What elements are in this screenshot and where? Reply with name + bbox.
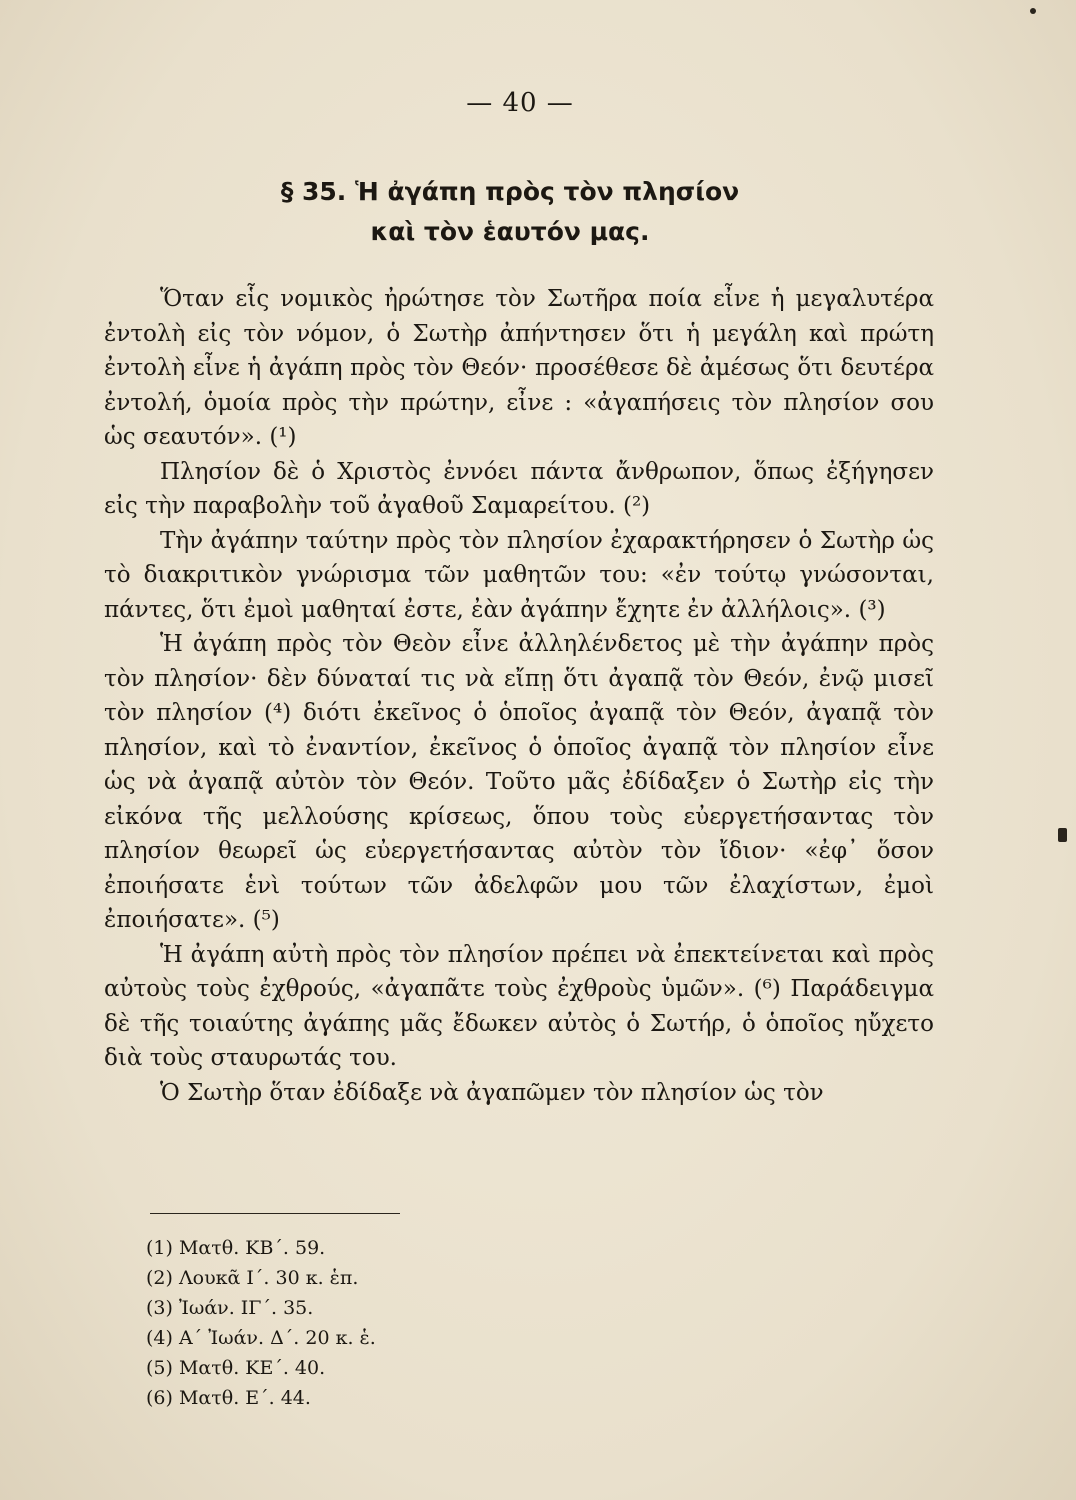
footnote-ref-5: (⁵)	[252, 907, 280, 933]
footnote-item: (3) Ἰωάν. ΙΓ΄. 35.	[146, 1297, 314, 1319]
paragraph-5	[104, 938, 934, 1076]
footnote-ref-6: (⁶)	[753, 976, 781, 1002]
ink-speck	[1030, 8, 1036, 14]
heading-line-1: § 35. Ἡ ἀγάπη πρὸς τὸν πλησίον	[280, 177, 740, 206]
footnote-item: (4) Α΄ Ἰωάν. Δ΄. 20 κ. ἑ.	[146, 1327, 376, 1349]
section-heading	[150, 172, 870, 252]
paragraph-5-text-b: Παράδειγμα δὲ τῆς τοιαύτης ἀγάπης μᾶς ἔδωκεν αὐτὸς ὁ Σωτήρ, ὁ ὁποῖος ηὔχετο διὰ τοὺς σταυρωτάς του.	[104, 976, 934, 1071]
paragraph-3	[104, 524, 934, 628]
paragraph-4-text-b: διότι ἐκεῖνος ὁ ὁποῖος ἀγαπᾷ τὸν Θεόν, ἀγαπᾷ τὸν πλησίον, καὶ τὸ ἐναντίον, ἐκεῖνος ὁ ὁποῖος ἀγαπᾷ τὸν πλησίον εἶνε ὡς νὰ ἀγαπᾷ αὐτὸν τὸν Θεόν. Τοῦτο μᾶς ἐδίδαξεν ὁ Σωτὴρ εἰς τὴν εἰκόνα τῆς μελλούσης κρίσεως, ὅπου τοὺς εὐεργετήσαντας τὸν πλησίον θεωρεῖ ὡς εὐεργετήσαντας αὐτὸν τὸν ἴδιον· «ἐφ᾽ ὅσον ἐποιήσατε ἑνὶ τούτων τῶν ἀδελφῶν μου τῶν ἐλαχίστων, ἐμοὶ ἐποιήσατε».	[104, 700, 934, 933]
paragraph-6	[104, 1076, 934, 1111]
paragraph-2-text: Πλησίον δὲ ὁ Χριστὸς ἐννόει πάντα ἄνθρωπον, ὅπως ἐξήγησεν εἰς τὴν παραβολὴν τοῦ ἀγαθοῦ Σαμαρείτου.	[104, 458, 934, 519]
paragraph-2	[104, 455, 934, 524]
ink-speck	[1058, 828, 1067, 842]
footnote-ref-4: (⁴)	[264, 700, 292, 726]
footnote-ref-2: (²)	[622, 493, 651, 519]
footnotes-list	[146, 1233, 646, 1413]
heading-line-2: καὶ τὸν ἑαυτόν μας.	[370, 217, 650, 246]
footnote-item: (1) Ματθ. ΚΒ΄. 59.	[146, 1237, 326, 1259]
paragraph-4	[104, 627, 934, 938]
page-number: — 40 —	[466, 88, 574, 118]
paragraph-5-text: Ἡ ἀγάπη αὐτὴ πρὸς τὸν πλησίον πρέπει νὰ ἐπεκτείνεται καὶ πρὸς αὐτοὺς τοὺς ἐχθρούς, «ἀγαπᾶτε τοὺς ἐχθροὺς ὑμῶν».	[104, 941, 934, 1002]
footnote-item: (6) Ματθ. Ε΄. 44.	[146, 1387, 311, 1409]
paragraph-3-text: Τὴν ἀγάπην ταύτην πρὸς τὸν πλησίον ἐχαρακτήρησεν ὁ Σωτὴρ ὡς τὸ διακριτικὸν γνώρισμα τῶν μαθητῶν του: «ἐν τούτῳ γνώσονται, πάντες, ὅτι ἐμοὶ μαθηταί ἐστε, ἐὰν ἀγάπην ἔχητε ἐν ἀλλήλοις».	[104, 527, 934, 623]
footnote-ref-1: (¹)	[269, 424, 297, 450]
footnote-item: (2) Λουκᾶ Ι΄. 30 κ. ἑπ.	[146, 1267, 359, 1289]
paragraph-1	[104, 282, 934, 455]
paragraph-1-text: Ὅταν εἷς νομικὸς ἠρώτησε τὸν Σωτῆρα ποία εἶνε ἡ μεγαλυτέρα ἐντολὴ εἰς τὸν νόμον, ὁ Σωτὴρ ἀπήντησεν ὅτι ἡ μεγάλη καὶ πρώτη ἐντολὴ εἶνε ἡ ἀγάπη πρὸς τὸν Θεόν· προσέθεσε δὲ ἀμέσως ὅτι δευτέρα ἐντολή, ὁμοία πρὸς τὴν πρώτην, εἶνε : «ἀγαπήσεις τὸν πλησίον σου ὡς σεαυτόν».	[104, 286, 934, 450]
footnote-divider	[150, 1213, 400, 1214]
footnote-item: (5) Ματθ. ΚΕ΄. 40.	[146, 1357, 326, 1379]
paragraph-6-text: Ὁ Σωτὴρ ὅταν ἐδίδαξε νὰ ἀγαπῶμεν τὸν πλησίον ὡς τὸν	[160, 1079, 824, 1106]
body-text	[104, 282, 934, 1110]
paragraph-4-text-a: Ἡ ἀγάπη πρὸς τὸν Θεὸν εἶνε ἀλληλένδετος μὲ τὴν ἀγάπην πρὸς τὸν πλησίον· δὲν δύναταί τις νὰ εἴπῃ ὅτι ἀγαπᾷ τὸν Θεόν, ἐνῷ μισεῖ τὸν πλησίον	[104, 631, 934, 726]
footnote-ref-3: (³)	[858, 596, 886, 623]
